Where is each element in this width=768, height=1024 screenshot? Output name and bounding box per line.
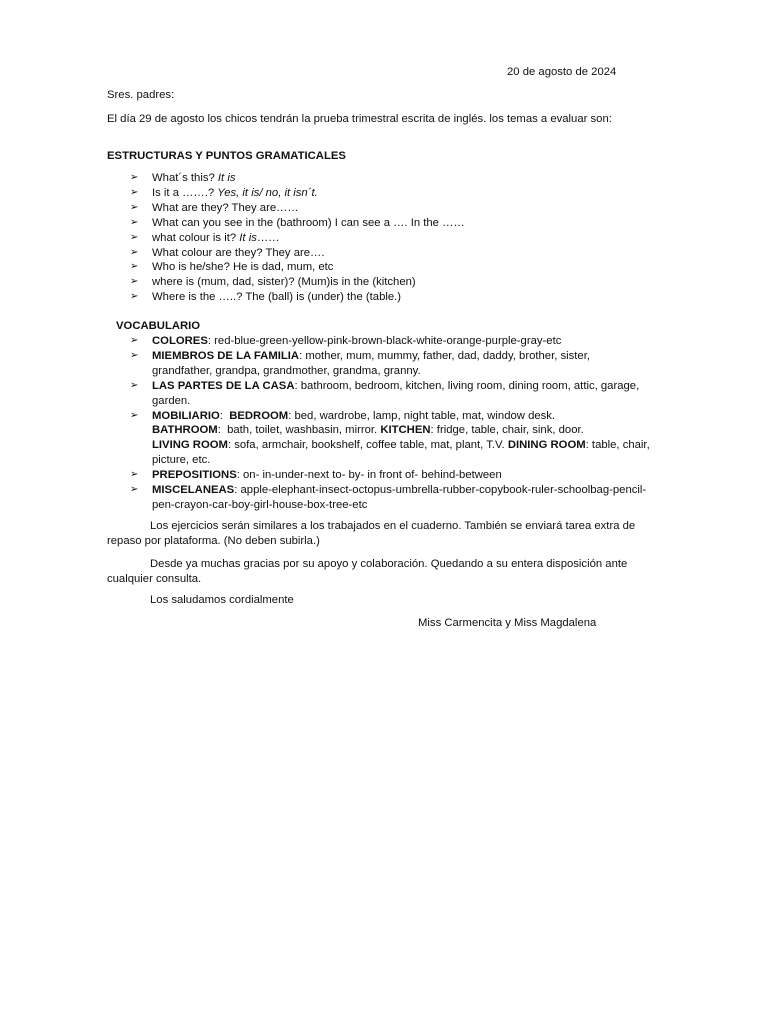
list-item: [130, 260, 465, 275]
vocab-text: : fridge, table, chair, sink, door.: [430, 424, 584, 437]
arrow-bullet-icon: ➢: [130, 409, 139, 421]
list-item: [130, 468, 650, 483]
arrow-bullet-icon: ➢: [130, 469, 139, 481]
grammar-text: where is (mum, dad, sister)? (Mum)is in the (kitchen): [152, 276, 416, 289]
list-item: [130, 275, 465, 290]
thanks-text: Desde ya muchas gracias por su apoyo y colaboración. Quedando a su entera disposición ante cualquier consulta.: [107, 558, 628, 585]
arrow-bullet-icon: ➢: [130, 246, 139, 258]
grammar-text: what colour is it?: [152, 231, 240, 244]
grammar-text: Is it a …….?: [152, 186, 218, 199]
vocab-text: : bathroom, bedroom, kitchen, living room, dining room, attic, garage, garden.: [152, 379, 640, 407]
vocab-label: DINING ROOM: [507, 439, 586, 452]
arrow-bullet-icon: ➢: [130, 216, 139, 228]
list-item: [130, 171, 465, 186]
vocab-label: LIVING ROOM: [152, 439, 228, 452]
vocab-label: LAS PARTES DE LA CASA: [152, 379, 295, 392]
grammar-text: What are they? They are……: [152, 201, 299, 214]
letter-date: 20 de agosto de 2024: [507, 66, 617, 78]
arrow-bullet-icon: ➢: [130, 231, 139, 243]
thanks-paragraph: [107, 557, 667, 587]
arrow-bullet-icon: ➢: [130, 186, 139, 198]
list-item: [130, 290, 465, 305]
arrow-bullet-icon: ➢: [130, 291, 139, 303]
vocab-heading: VOCABULARIO: [116, 320, 201, 332]
arrow-bullet-icon: ➢: [130, 172, 139, 183]
grammar-answer: Yes, it is/ no, it isn´t.: [217, 186, 318, 199]
vocab-text: : apple-elephant-insect-octopus-umbrella-rubber-copybook-ruler-schoolbag-pencil-pen-crayon-car-boy-girl-house-box-tree-etc: [152, 484, 647, 511]
arrow-bullet-icon: ➢: [130, 201, 139, 213]
vocab-label: MOBILIARIO: [152, 409, 220, 422]
vocab-text: : mother, mum, mummy, father, dad, daddy, brother, sister, grandfather, grandpa, grandmother, grandma, granny.: [152, 349, 590, 377]
arrow-bullet-icon: ➢: [130, 349, 139, 361]
vocab-list: [130, 334, 650, 513]
grammar-text: Who is he/she? He is dad, mum, etc: [152, 261, 334, 274]
vocab-text: : sofa, armchair, bookshelf, coffee table, mat, plant, T.V.: [227, 439, 508, 452]
salutation: Sres. padres:: [107, 89, 175, 101]
vocab-label: COLORES: [152, 335, 208, 347]
signature: Miss Carmencita y Miss Magdalena: [418, 617, 597, 629]
vocab-label: BATHROOM: [152, 424, 218, 437]
grammar-answer: It is: [217, 172, 236, 184]
grammar-answer: It is: [239, 231, 257, 244]
vocab-label: BEDROOM: [229, 409, 289, 422]
vocab-label: MISCELANEAS: [152, 484, 235, 497]
grammar-list: [130, 171, 465, 305]
arrow-bullet-icon: ➢: [130, 335, 139, 346]
grammar-heading: ESTRUCTURAS Y PUNTOS GRAMATICALES: [107, 150, 346, 162]
grammar-text: What can you see in the (bathroom) I can see a …. In the ……: [152, 216, 465, 229]
arrow-bullet-icon: ➢: [130, 379, 139, 391]
closing-line: Los saludamos cordialmente: [150, 594, 294, 606]
vocab-text: : red-blue-green-yellow-pink-brown-black-white-orange-purple-gray-etc: [207, 335, 562, 347]
vocab-text: : bed, wardrobe, lamp, night table, mat, window desk.: [288, 409, 556, 422]
intro-paragraph: El día 29 de agosto los chicos tendrán la prueba trimestral escrita de inglés. los temas a evaluar son:: [107, 113, 612, 125]
list-item: [130, 379, 650, 409]
arrow-bullet-icon: ➢: [130, 276, 139, 288]
list-item: [130, 349, 650, 379]
list-item: [130, 334, 650, 349]
list-item: [130, 231, 465, 246]
vocab-label: MIEMBROS DE LA FAMILIA: [152, 349, 300, 362]
list-item: [130, 186, 465, 201]
exercises-text: Los ejercicios serán similares a los trabajados en el cuaderno. También se enviará tarea extra de repaso por plataforma. (No deben subirla.): [107, 520, 636, 547]
list-item: [130, 216, 465, 231]
list-item: [130, 246, 465, 261]
list-item: [130, 201, 465, 216]
exercises-paragraph: [107, 519, 667, 549]
vocab-label: KITCHEN: [380, 424, 431, 437]
vocab-text: :: [219, 409, 230, 422]
list-item: [130, 409, 650, 469]
list-item: [130, 483, 650, 513]
grammar-text: Where is the …..? The (ball) is (under) the (table.): [152, 291, 402, 304]
arrow-bullet-icon: ➢: [130, 484, 139, 496]
vocab-label: PREPOSITIONS: [152, 469, 237, 482]
grammar-tail: ……: [256, 231, 280, 244]
vocab-text: : bath, toilet, washbasin, mirror.: [217, 424, 381, 437]
grammar-text: What colour are they? They are….: [152, 246, 325, 259]
vocab-text: : on- in-under-next to- by- in front of- behind-between: [236, 469, 502, 482]
arrow-bullet-icon: ➢: [130, 261, 139, 273]
vocab-text: : table, chair, picture, etc.: [152, 439, 650, 467]
grammar-text: What´s this?: [152, 172, 218, 184]
